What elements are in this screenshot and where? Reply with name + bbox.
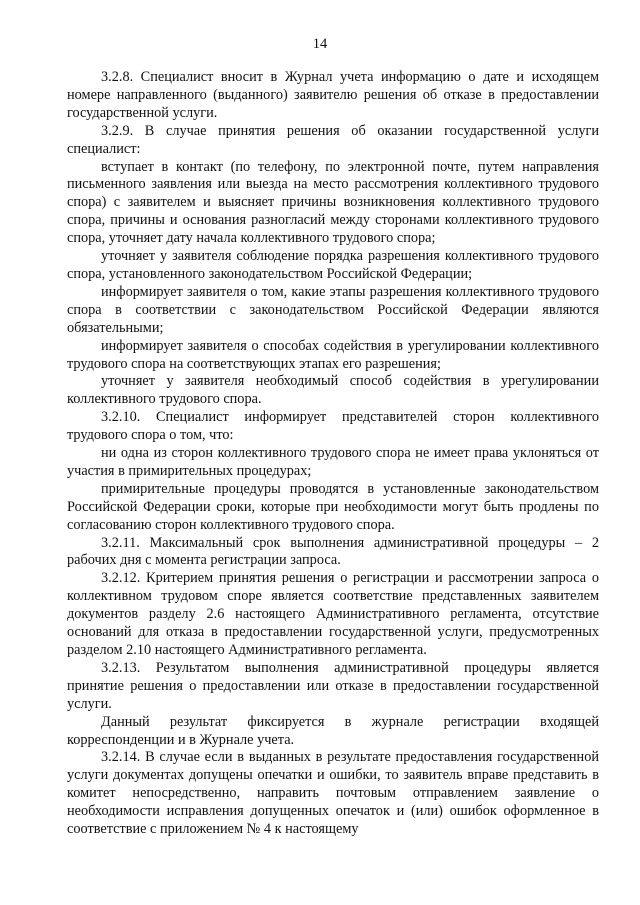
- paragraph-3-2-14: 3.2.14. В случае если в выданных в результате предоставления государственной услуги документах допущены опечатки и ошибки, то заявитель вправе представить в комитет непосредственно, направить почтовым отправлением заявление о необходимости исправления допущенных опечаток и (или) ошибок оформленное в соответствие с приложением № 4 к настоящему: [67, 749, 599, 838]
- paragraph-3-2-11: 3.2.11. Максимальный срок выполнения административной процедуры – 2 рабочих дня с момента регистрации запроса.: [67, 534, 599, 569]
- paragraph-result-recorded: Данный результат фиксируется в журнале регистрации входящей корреспонденции и в Журнале учета.: [67, 713, 599, 748]
- paragraph-clarify-procedure: уточняет у заявителя соблюдение порядка разрешения коллективного трудового спора, установленного законодательством Российской Федерации;: [67, 248, 599, 282]
- paragraph-3-2-9: 3.2.9. В случае принятия решения об оказании государственной услуги специалист:: [67, 122, 599, 157]
- paragraph-contact: вступает в контакт (по телефону, по электронной почте, путем направления письменного заявления или выезда на место рассмотрения коллективного трудового спора) с заявителем и выясняет причины возникновения коллективного трудового спора, причины и основания разногласий между сторонами коллективного трудового спора, уточняет дату начала коллективного трудового спора;: [67, 158, 599, 247]
- paragraph-clarify-method: уточняет у заявителя необходимый способ содействия в урегулировании коллективного трудового спора.: [67, 373, 599, 408]
- paragraph-3-2-12: 3.2.12. Критерием принятия решения о регистрации и рассмотрении запроса о коллективном трудовом споре является соответствие представленных заявителем документов разделу 2.6 настоящего Административного регламента, отсутствие оснований для отказа в предоставлении государственной услуги, предусмотренных разделом 2.10 настоящего Административного регламента.: [67, 570, 599, 658]
- paragraph-3-2-13: 3.2.13. Результатом выполнения административной процедуры является принятие решения о предоставлении или отказе в предоставлении государственной услуги.: [67, 659, 599, 712]
- paragraph-inform-stages: информирует заявителя о том, какие этапы разрешения коллективного трудового спора в соответствии с законодательством Российской Федерации являются обязательными;: [67, 283, 599, 336]
- page-number: 14: [312, 36, 328, 52]
- paragraph-inform-methods: информирует заявителя о способах содействия в урегулировании коллективного трудового спора на соответствующих этапах его разрешения;: [67, 337, 599, 372]
- paragraph-3-2-10: 3.2.10. Специалист информирует представителей сторон коллективного трудового спора о том, что:: [67, 409, 599, 444]
- document-body: [67, 69, 599, 839]
- paragraph-3-2-8: 3.2.8. Специалист вносит в Журнал учета информацию о дате и исходящем номере направленного (выданного) заявителю решения об отказе в предоставлении государственной услуги.: [67, 69, 599, 121]
- paragraph-conciliation-terms: примирительные процедуры проводятся в установленные законодательством Российской Федерации сроки, которые при необходимости могут быть продлены по согласованию сторон коллективного трудового спора.: [67, 480, 599, 533]
- paragraph-no-evasion: ни одна из сторон коллективного трудового спора не имеет права уклоняться от участия в примирительных процедурах;: [67, 445, 599, 479]
